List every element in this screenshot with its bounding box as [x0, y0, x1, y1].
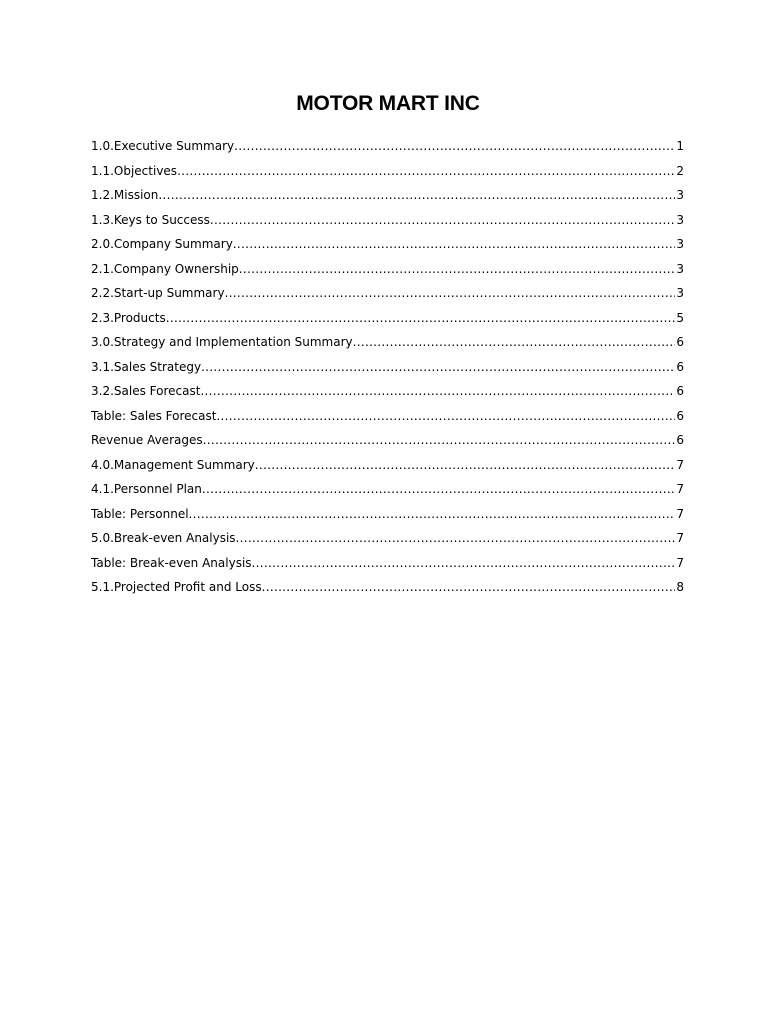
- toc-dot-leader: [239, 257, 676, 282]
- toc-entry-page: 7: [676, 482, 684, 496]
- toc-entry[interactable]: [91, 208, 684, 233]
- toc-dot-leader: [177, 159, 675, 184]
- toc-dot-leader: [236, 526, 676, 551]
- toc-entry-label: 3.2.Sales Forecast: [91, 384, 201, 398]
- toc-entry-label: 4.1.Personnel Plan: [91, 482, 202, 496]
- toc-dot-leader: [201, 355, 675, 380]
- toc-entry[interactable]: [91, 257, 684, 282]
- toc-entry[interactable]: [91, 330, 684, 355]
- toc-dot-leader: [189, 502, 676, 527]
- toc-dot-leader: [252, 551, 676, 576]
- toc-entry[interactable]: [91, 575, 684, 600]
- toc-entry-label: 2.3.Products: [91, 310, 166, 325]
- toc-entry-label: 2.0.Company Summary: [91, 237, 233, 251]
- table-of-contents: [91, 134, 684, 600]
- toc-entry-label: Revenue Averages: [91, 433, 203, 447]
- toc-entry[interactable]: [91, 232, 684, 257]
- document-title: MOTOR MART INC: [296, 92, 480, 115]
- toc-entry-label: 1.1.Objectives: [91, 163, 178, 178]
- toc-dot-leader: [353, 330, 676, 355]
- toc-entry[interactable]: [91, 428, 684, 453]
- toc-dot-leader: [200, 379, 675, 404]
- toc-entry-label: 4.0.Management Summary: [91, 457, 255, 472]
- toc-entry[interactable]: [91, 453, 684, 478]
- toc-dot-leader: [202, 477, 675, 502]
- toc-entry-label: 1.3.Keys to Success: [91, 212, 210, 227]
- toc-entry[interactable]: [91, 306, 684, 331]
- toc-entry-page: 7: [676, 506, 684, 521]
- toc-entry[interactable]: [91, 355, 684, 380]
- toc-entry[interactable]: [91, 379, 684, 404]
- toc-entry-page: 3: [676, 212, 684, 227]
- toc-entry-label: 3.1.Sales Strategy: [91, 359, 202, 374]
- toc-dot-leader: [255, 453, 676, 478]
- toc-entry-page: 7: [676, 555, 684, 570]
- toc-entry-label: 2.1.Company Ownership: [91, 261, 239, 276]
- toc-dot-leader: [158, 183, 675, 208]
- toc-entry-page: 8: [676, 580, 684, 594]
- toc-entry-page: 5: [676, 310, 684, 325]
- toc-entry-label: Table: Personnel: [91, 506, 189, 521]
- toc-entry[interactable]: [91, 404, 684, 429]
- toc-entry-page: 6: [676, 433, 684, 447]
- toc-entry[interactable]: [91, 477, 684, 502]
- toc-entry-page: 6: [676, 408, 684, 423]
- toc-entry[interactable]: [91, 281, 684, 306]
- toc-dot-leader: [210, 208, 675, 233]
- toc-entry-label: 5.1.Projected Profit and Loss: [91, 580, 262, 594]
- toc-dot-leader: [234, 134, 675, 159]
- toc-entry[interactable]: [91, 502, 684, 527]
- toc-entry[interactable]: [91, 551, 684, 576]
- toc-entry-page: 3: [676, 286, 684, 300]
- toc-entry[interactable]: [91, 159, 684, 184]
- toc-entry-page: 1: [676, 139, 684, 153]
- toc-entry-page: 3: [676, 261, 684, 276]
- toc-entry-page: 6: [676, 335, 684, 349]
- toc-dot-leader: [203, 428, 676, 453]
- toc-entry-label: 1.2.Mission: [91, 188, 159, 202]
- toc-dot-leader: [216, 404, 675, 429]
- toc-entry[interactable]: [91, 526, 684, 551]
- toc-entry-label: 5.0.Break-even Analysis: [91, 531, 236, 545]
- toc-dot-leader: [225, 281, 676, 306]
- toc-entry-page: 2: [676, 163, 684, 178]
- toc-dot-leader: [262, 575, 676, 600]
- toc-entry-page: 7: [676, 457, 684, 472]
- toc-dot-leader: [166, 306, 676, 331]
- toc-entry-label: 3.0.Strategy and Implementation Summary: [91, 335, 353, 349]
- toc-entry-page: 6: [676, 384, 684, 398]
- toc-entry-label: Table: Sales Forecast: [91, 408, 217, 423]
- toc-entry-label: 2.2.Start-up Summary: [91, 286, 225, 300]
- toc-entry-page: 6: [676, 359, 684, 374]
- toc-entry-label: Table: Break-even Analysis: [91, 555, 252, 570]
- toc-entry-page: 7: [676, 531, 684, 545]
- toc-dot-leader: [233, 232, 676, 257]
- toc-entry[interactable]: [91, 183, 684, 208]
- toc-entry[interactable]: [91, 134, 684, 159]
- toc-entry-label: 1.0.Executive Summary: [91, 139, 235, 153]
- toc-entry-page: 3: [676, 237, 684, 251]
- toc-entry-page: 3: [676, 188, 684, 202]
